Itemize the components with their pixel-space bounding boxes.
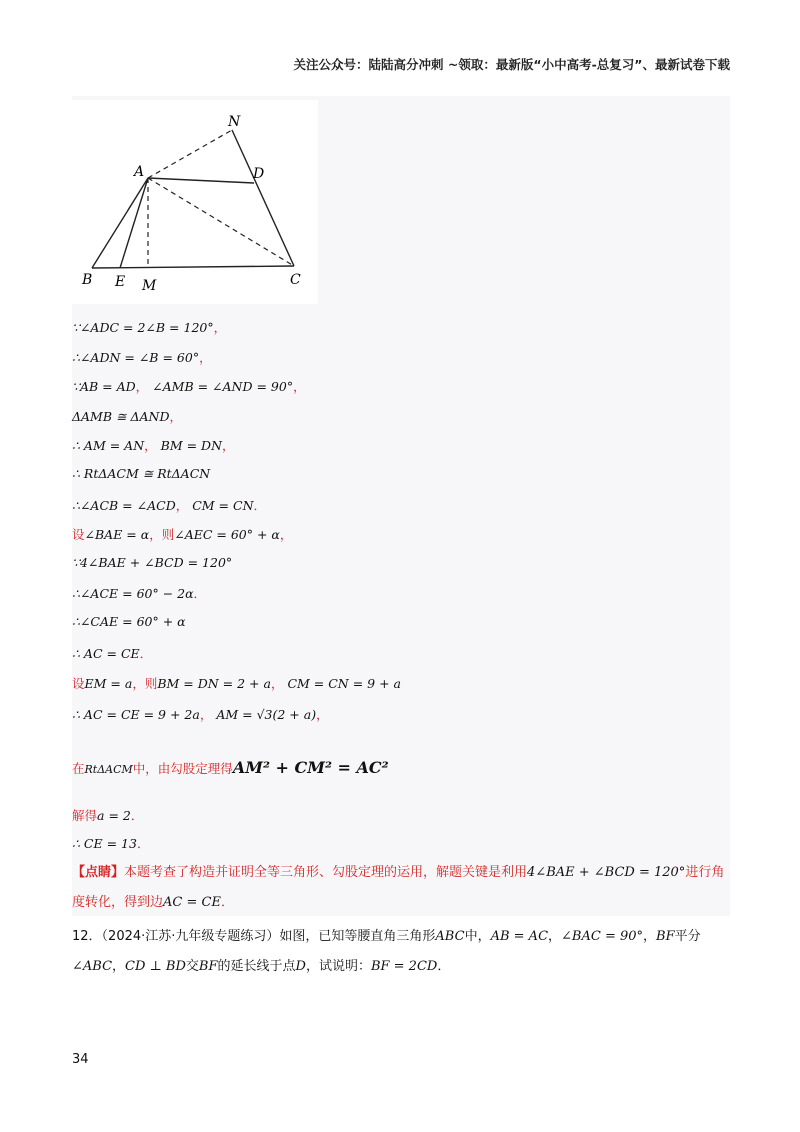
proof-line: ∴∠ADN = ∠B = 60°， [72, 350, 212, 365]
geometry-diagram [72, 100, 318, 304]
edge-AB [92, 178, 148, 268]
result-line: ∴ CE = 13． [72, 836, 150, 851]
label-B: B [82, 272, 93, 288]
solve-line: 解得a = 2． [72, 808, 144, 823]
edge-AD [148, 178, 254, 183]
label-M: M [142, 278, 157, 294]
edge-BC [92, 266, 294, 268]
pythagoras-line: 在RtΔACM中，由勾股定理得AM² + CM² = AC² [72, 758, 389, 777]
label-A: A [134, 164, 145, 180]
proof-line: ∴ RtΔACM ≅ RtΔACN [72, 466, 211, 481]
proof-line: ∴∠ACB = ∠ACD， CM = CN． [72, 498, 267, 513]
proof-line: ∴ AC = CE． [72, 646, 153, 661]
edge-AN [148, 130, 232, 178]
proof-line: ∴ AC = CE = 9 + 2a， AM = √3(2 + a)， [72, 707, 329, 722]
edge-AE [120, 178, 148, 268]
edge-AC [148, 178, 294, 266]
proof-line: ∴∠CAE = 60° + α [72, 614, 186, 629]
proof-line: ∵4∠BAE + ∠BCD = 120° [72, 555, 233, 570]
label-E: E [115, 274, 126, 290]
proof-line: ∵∠ADC = 2∠B = 120°， [72, 320, 227, 335]
problem-12: 12．（2024·江苏·九年级专题练习）如图，已知等腰直角三角形ABC中，AB = AC，∠BAC = 90°，BF平分∠ABC，CD ⊥ BD交BF的延长线于点D，试说明：BF = 2CD． [72, 929, 701, 974]
edge-NC [232, 130, 294, 266]
page-header: 关注公众号：陆陆高分冲刺 ~领取：最新版“小中高考-总复习”、最新试卷下载 [293, 57, 730, 72]
label-C: C [290, 272, 301, 288]
proof-line: ΔAMB ≅ ΔAND， [72, 409, 182, 424]
proof-line: ∴ AM = AN， BM = DN， [72, 438, 235, 453]
label-N: N [228, 114, 241, 130]
proof-line: ∴∠ACE = 60° − 2α． [72, 586, 207, 601]
proof-line: ∵AB = AD， ∠AMB = ∠AND = 90°， [72, 379, 306, 394]
page-number: 34 [72, 1052, 89, 1067]
label-D: D [253, 166, 265, 182]
proof-line: 设EM = a，则BM = DN = 2 + a， CM = CN = 9 + a [72, 676, 401, 691]
geometry-figure [72, 100, 318, 304]
proof-line: 设∠BAE = α，则∠AEC = 60° + α， [72, 527, 293, 542]
key-point-note: 【点睛】本题考查了构造并证明全等三角形、勾股定理的运用，解题关键是利用4∠BAE + ∠BCD = 120°进行角度转化，得到边AC = CE． [72, 865, 725, 910]
